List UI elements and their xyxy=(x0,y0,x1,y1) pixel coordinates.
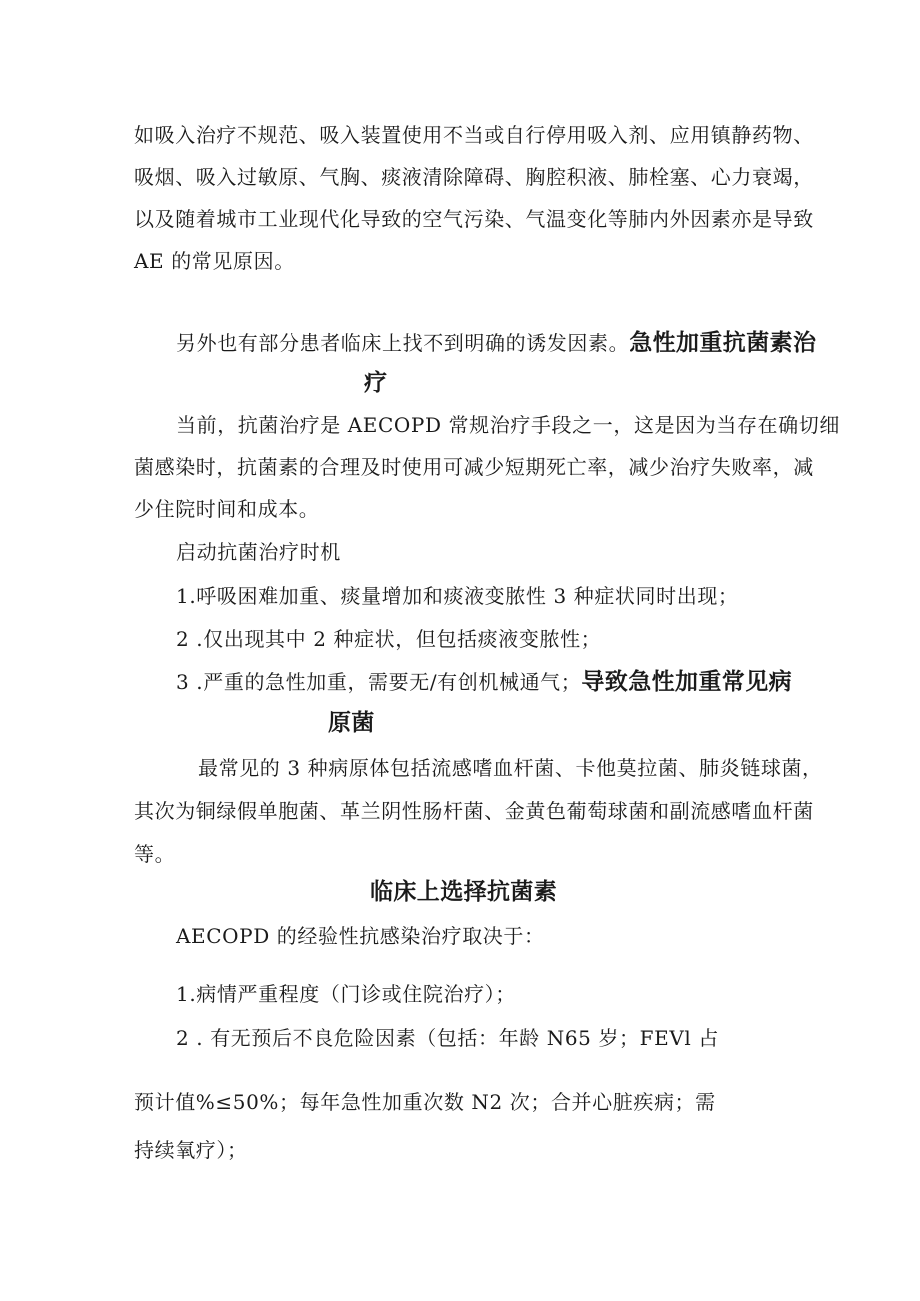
paragraph-line: AE 的常见原因。 xyxy=(134,249,295,273)
list-item-text: 3 .严重的急性加重，需要无/有创机械通气； xyxy=(176,670,582,694)
paragraph-line: 最常见的 3 种病原体包括流感嗜血杆菌、卡他莫拉菌、肺炎链球菌， xyxy=(198,756,823,780)
list-item: 1.病情严重程度（门诊或住院治疗）； xyxy=(176,982,516,1006)
section-heading-continuation: 原菌 xyxy=(328,710,375,736)
subheading: 启动抗菌治疗时机 xyxy=(176,540,341,564)
paragraph-line: 其次为铜绿假单胞菌、革兰阴性肠杆菌、金黄色葡萄球菌和副流感嗜血杆菌 xyxy=(134,799,814,823)
paragraph-line: 吸烟、吸入过敏原、气胸、痰液清除障碍、胸腔积液、肺栓塞、心力衰竭， xyxy=(134,165,814,189)
paragraph-line: 如吸入治疗不规范、吸入装置使用不当或自行停用吸入剂、应用镇静药物、 xyxy=(134,123,814,147)
list-item: 2 .仅出现其中 2 种症状，但包括痰液变脓性； xyxy=(176,627,602,651)
section-heading-clinical-antibiotic-choice: 临床上选择抗菌素 xyxy=(370,879,558,905)
list-item: 2 . 有无预后不良危险因素（包括：年龄 N65 岁；FEVl 占 xyxy=(176,1026,719,1050)
paragraph-line: AECOPD 的经验性抗感染治疗取决于： xyxy=(176,924,545,948)
list-item-continuation: 持续氧疗）； xyxy=(134,1138,248,1162)
paragraph-line: 等。 xyxy=(134,842,176,866)
paragraph-line: 少住院时间和成本。 xyxy=(134,497,320,521)
paragraph-line: 菌感染时，抗菌素的合理及时使用可减少短期死亡率，减少治疗失败率，减 xyxy=(134,455,814,479)
list-item xyxy=(176,668,792,696)
paragraph-text: 另外也有部分患者临床上找不到明确的诱发因素。 xyxy=(176,331,630,355)
section-heading-common-pathogens: 导致急性加重常见病 xyxy=(581,669,792,695)
paragraph-line: 以及随着城市工业现代化导致的空气污染、气温变化等肺内外因素亦是导致 xyxy=(134,207,814,231)
paragraph-line xyxy=(176,329,816,357)
section-heading-acute-exacerbation-antibiotic: 急性加重抗菌素治 xyxy=(629,330,817,356)
section-heading-continuation: 疗 xyxy=(364,370,388,396)
list-item: 1.呼吸困难加重、痰量增加和痰液变脓性 3 种症状同时出现； xyxy=(176,584,739,608)
list-item-continuation: 预计值%≤50%；每年急性加重次数 N2 次；合并心脏疾病；需 xyxy=(134,1090,716,1114)
paragraph-line: 当前，抗菌治疗是 AECOPD 常规治疗手段之一，这是因为当存在确切细 xyxy=(176,413,840,437)
